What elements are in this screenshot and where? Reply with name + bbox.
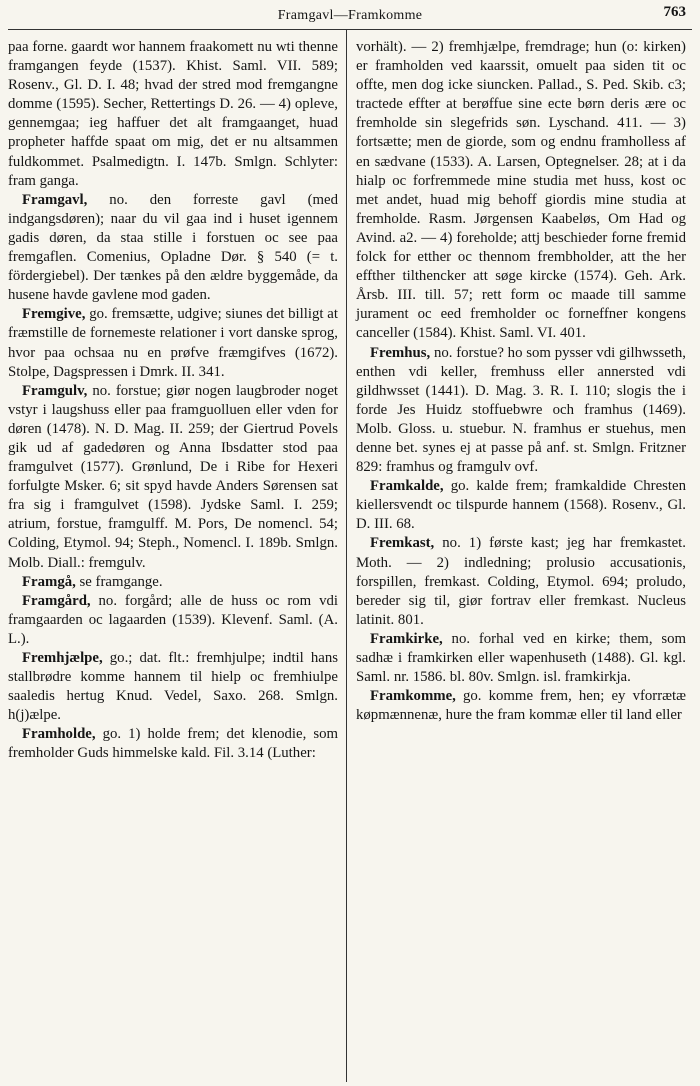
entry-text: go. komme frem, hen; ey vforrætæ køpmænnenæ, hure the fram kommæ eller til land eller: [356, 688, 686, 724]
entry-fremhjaelpe: [8, 649, 338, 725]
entry-text: no. den forreste gavl (med indgangsdøren); naar du vil gaa ind i huset igennem gadis døren, da staa stille i forstuen oc see paa fremgaflen. Comenius, Opladne Dør. § 540 (= t. fördergiebel). Der tænkes på den ældre byggemåde, da husene havde gavlene mod gaden.: [8, 191, 338, 304]
column-divider: [346, 30, 347, 1082]
entry-framgulv: [8, 382, 338, 573]
entry-text: no. 1) første kast; jeg har fremkastet. Moth. — 2) indledning; prolusio accusationis, forspillen, fremkast. Colding, Etymol. 694; proludo, bereder sig til, giør fortrav eller fremkast. Nucleus latinit. 801.: [356, 535, 686, 628]
headword: Framgavl,: [22, 191, 88, 208]
headword: Framkomme,: [370, 688, 456, 705]
entry-framgard: [8, 592, 338, 649]
page-number: 763: [663, 4, 686, 20]
headword: Framgulv,: [22, 382, 88, 399]
entry-continuation: [356, 38, 686, 344]
entry-text: no. forstue? ho som pysser vdi gilhwsseth, enthen vdi keller, fremhuss eller annersted vdi gildhwsset (1441). D. Mag. 3. R. I. 110; slogis the i forde Jes Huidz stoffuebwre och framhus (1469). Molb. Gloss. u. stuebur. N. framhus er stuehus, men denne bet. synes ej at passe på anf. st. Smlgn. Fritzner 829: framhus og framgulv ovf.: [356, 344, 686, 476]
entry-framga: [8, 573, 338, 592]
entry-text: vorhält). — 2) fremhjælpe, fremdrage; hun (o: kirken) er framholden ved kaarssit, omuelt paa siden tit oc offte, men dog icke siuncken. Pallad., S. Ped. Skib. c3; tractede effter at berøffue sine ecte børn deris ære oc fremholde sin slegefrids søn. Lyschand. 411. — 3) fortsætte; men de giorde, som og endnu framholless af en sædvane (1533). A. Larsen, Optegnelser. 28; at i da hialp oc forfremmede mine studia met huss, kost oc met andet, huad mig behoff giordis mine studia at fremholde. Rasm. Jørgensen Kaabeløs, Om Had og Avind. a2. — 4) foreholde; attj beschieder forne fremid folck for etther oc thennom frembholder, att the her effther tilthencker att søge kircke (1574). Geh. Ark. Årsb. III. till. 57; rett form oc maade till samme jurament oc eed fremholder oc forneffner kongens canceller (1584). Khist. Saml. VI. 401.: [356, 39, 686, 342]
headword: Framkirke,: [370, 630, 443, 647]
headword: Framgå,: [22, 573, 76, 590]
entry-text: go. fremsætte, udgive; siunes det billigt at fræmstille de fornemeste relationer i vort danske sprog, hvor paa ochsaa nu en prøfve fræmgifves (1672). Stolpe, Dagspressen i Dmrk. II. 341.: [8, 306, 338, 380]
entry-fremkast: [356, 534, 686, 629]
entry-text: se framgange.: [75, 573, 163, 590]
entry-framkalde: [356, 477, 686, 534]
entry-framgavl: [8, 191, 338, 306]
entry-framholde: [8, 725, 338, 763]
page-header: [0, 0, 700, 40]
headword: Framkalde,: [370, 478, 444, 495]
running-head: Framgavl—Framkomme: [277, 8, 423, 23]
entry-fremhus: [356, 344, 686, 478]
headword: Fremhjælpe,: [22, 650, 103, 666]
entry-text: go. 1) holde frem; det klenodie, som fremholder Guds himmelske kald. Fil. 3.14 (Luther:: [8, 726, 338, 762]
entry-text: paa forne. gaardt wor hannem fraakomett nu wti thenne framgangen feyde (1537). Khist. Saml. VII. 589; Rosenv., Gl. D. I. 48; hvad der stred mod fremgangne domme (1595). Secher, Rettertings D. 26. — 4) opleve, gennemgaa; ieg haffuer det alt framgaanget, huad propheter haffde spaat om mig, det er nu altsammen fuldkommet. Psalmedigtn. I. 147b. Smlgn. Schlyter: fram ganga.: [8, 39, 338, 189]
entry-text: go. kalde frem; framkaldide Chresten kiellersvendt oc tilspurde hannem (1568). Rosenv., Gl. D. III. 68.: [356, 478, 686, 533]
headword: Fremgive,: [22, 306, 86, 323]
entry-text: go.; dat. flt.: fremhjulpe; indtil hans stallbrødre komme hannem til hielp oc fremhiulpe saaledis hertug Knud. Vedel, Saxo. 268. Smlgn. h(j)ælpe.: [8, 650, 338, 724]
entry-framkirke: [356, 630, 686, 687]
right-column: [356, 38, 686, 725]
header-rule: [8, 29, 692, 30]
headword: Framgård,: [22, 592, 91, 609]
entry-continuation: [8, 38, 338, 191]
entry-fremgive: [8, 305, 338, 381]
headword: Fremkast,: [370, 535, 435, 552]
headword: Fremhus,: [370, 344, 431, 361]
entry-text: no. forstue; giør nogen laugbroder noget vstyr i laugshuss eller paa framguolluen eller vden for døren (1478). N. D. Mag. II. 259; der Giertrud Povels gik ud af gadedøren og Anna Ibsdatter stod paa framgulvet (1577). Grønlund, De i Ribe for Hexeri forfulgte Msker. 6; sit spyd havde Anders Sørensen sat fra sig i framgulvet (1598). Jydske Saml. I. 259; atrium, forstue, framgulff. M. Pors, De nomencl. 54; Colding, Etymol. 94; Steph., Nomencl. I. 189b. Smlgn. Molb. Diall.: fremgulv.: [8, 382, 338, 571]
left-column: [8, 38, 338, 764]
entry-text: no. forgård; alle de huss oc rom vdi framgaarden oc lagaarden (1539). Klevenf. Saml. (A. L.).: [8, 592, 338, 647]
entry-framkomme: [356, 687, 686, 725]
entry-text: no. forhal ved en kirke; them, som sadhæ i framkirken eller wapenhuseth (1488). Gl. kgl. Saml. nr. 1586. bl. 80v. Smlgn. isl. framkirkja.: [356, 630, 686, 686]
headword: Framholde,: [22, 726, 96, 743]
